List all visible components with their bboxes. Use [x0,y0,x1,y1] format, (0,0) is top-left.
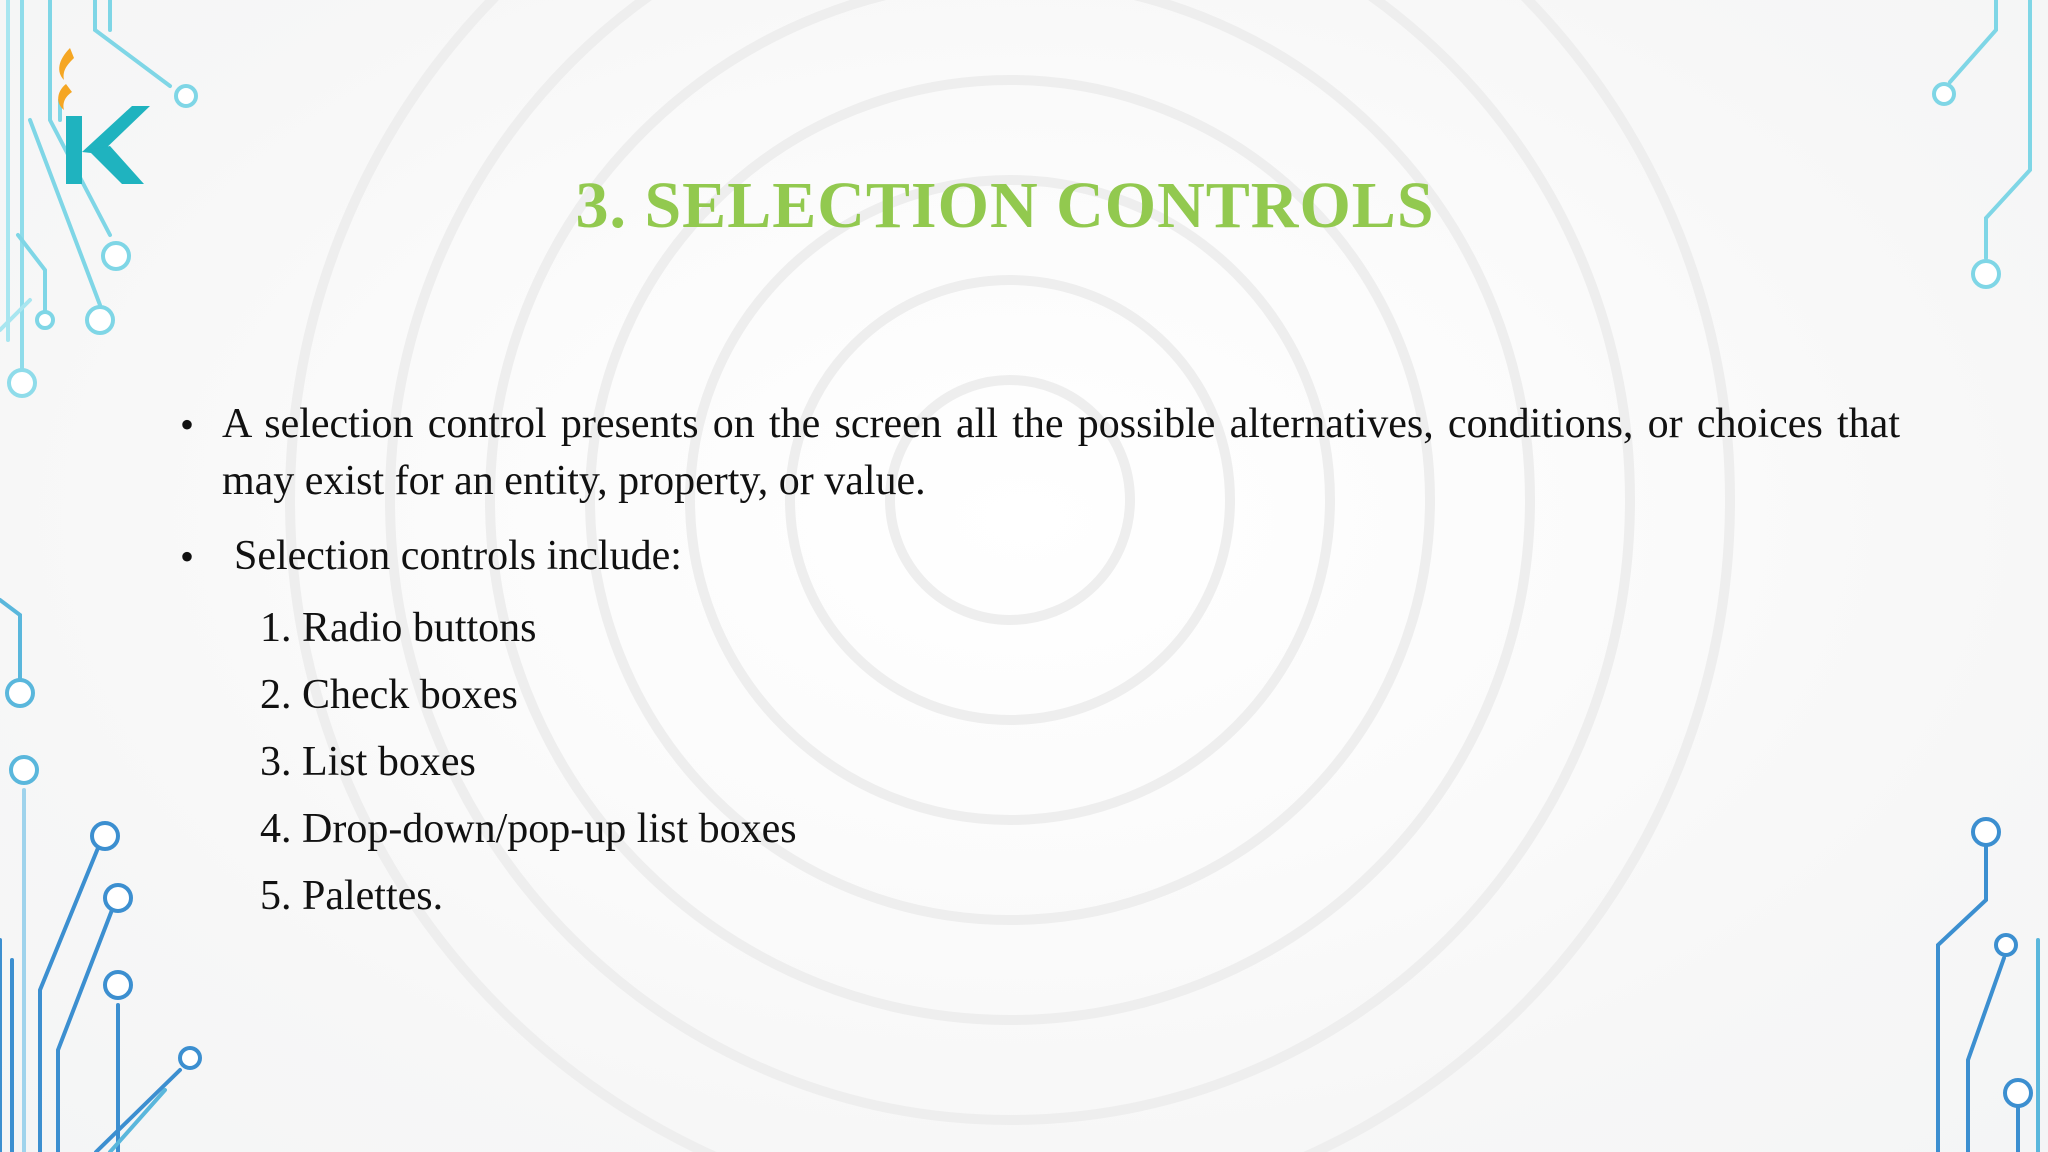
list-item: 2. Check boxes [260,672,518,718]
list-item: 5. Palettes. [260,873,444,919]
bullet-marker: • [180,402,195,447]
bullet-text: Selection controls include: [234,533,682,579]
slide-content [180,396,1900,930]
list-item: 1. Radio buttons [260,605,537,651]
selection-controls-list [180,595,1900,930]
bullet-text: A selection control presents on the screen all the possible alternatives, conditions, or choices that may exist for an entity, property, or value. [222,401,1900,504]
bullet-marker: • [180,534,195,579]
bullet-item [180,528,1900,585]
list-item: 3. List boxes [260,739,476,785]
list-item: 4. Drop-down/pop-up list boxes [260,806,797,852]
slide-title: 3. SELECTION CONTROLS [575,169,1435,242]
bullet-item [180,396,1900,510]
